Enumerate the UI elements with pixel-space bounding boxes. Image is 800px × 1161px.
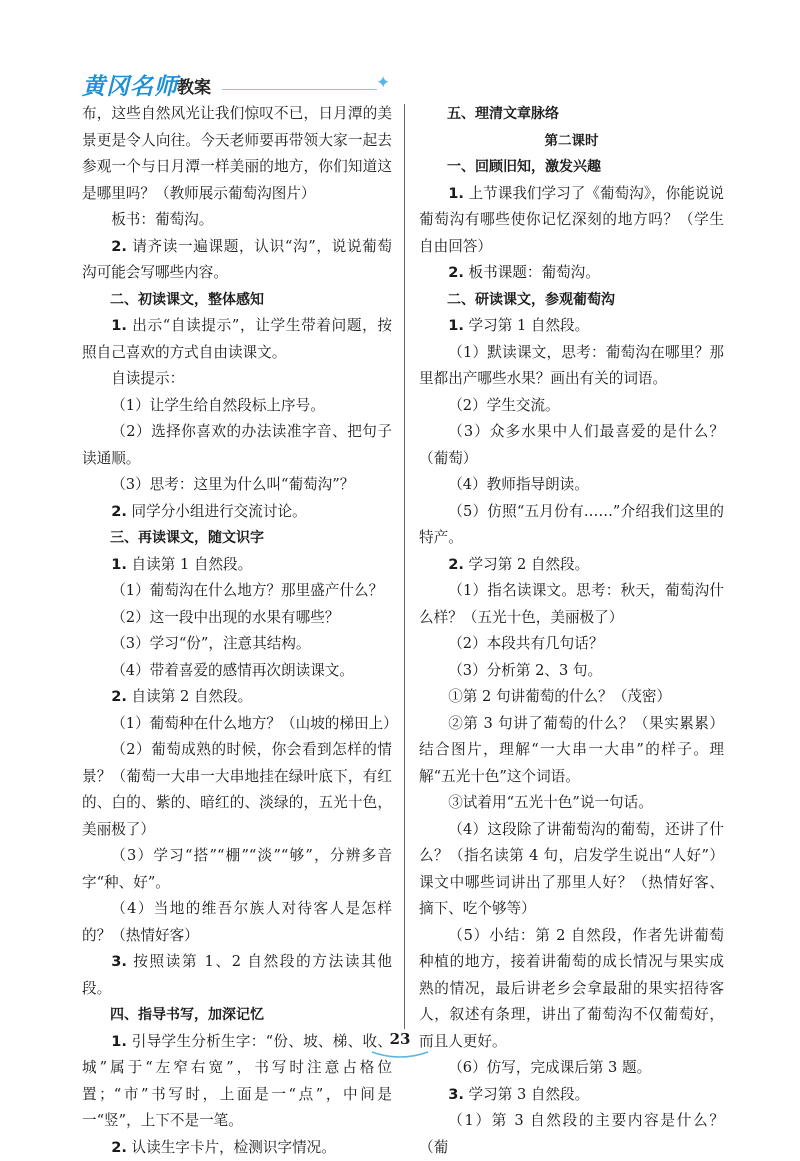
paragraph: （4）带着喜爱的感情再次朗读课文。 — [82, 658, 392, 685]
paragraph: （3）众多水果中人们最喜爱的是什么？（葡萄） — [419, 419, 724, 472]
item-text: 学习第 3 自然段。 — [464, 1086, 589, 1103]
numbered-paragraph — [82, 313, 392, 366]
item-number: 3. — [448, 1086, 464, 1103]
item-text: 认读生字卡片，检测识字情况。 — [127, 1139, 336, 1156]
header-rule — [222, 89, 377, 90]
numbered-paragraph — [419, 181, 724, 261]
numbered-paragraph — [419, 1082, 724, 1109]
section-heading: 二、研读课文，参观葡萄沟 — [419, 287, 724, 314]
paragraph: （2）葡萄成熟的时候，你会看到怎样的情景？（葡萄一大串一大串地挂在绿叶底下，有红的、白的、紫的、暗红的、淡绿的，五光十色，美丽极了） — [82, 737, 392, 843]
paragraph: （1）葡萄种在什么地方？（山坡的梯田上） — [82, 711, 392, 738]
paragraph: （1）默读课文，思考：葡萄沟在哪里？那里都出产哪些水果？画出有关的词语。 — [419, 340, 724, 393]
paragraph: （5）小结：第 2 自然段，作者先讲葡萄种植的地方，接着讲葡萄的成长情况与果实成熟的情况，最后讲老乡会拿最甜的果实招待客人，叙述有条理，讲出了葡萄沟不仅葡萄好，而且人更好。 — [419, 923, 724, 1056]
paragraph: （1）葡萄沟在什么地方？那里盛产什么？ — [82, 578, 392, 605]
right-column — [419, 101, 724, 1161]
numbered-paragraph — [419, 260, 724, 287]
item-text: 自读第 1 自然段。 — [127, 556, 252, 573]
item-number: 3. — [111, 953, 127, 970]
item-number: 1. — [448, 185, 464, 202]
paragraph: ②第 3 句讲了葡萄的什么？（果实累累）结合图片，理解“一大串一大串”的样子。理解“五光十色”这个词语。 — [419, 711, 724, 791]
item-text: 同学分小组进行交流讨论。 — [127, 503, 307, 520]
section-heading: 二、初读课文，整体感知 — [82, 287, 392, 314]
item-text: 引导学生分析生字：“份、坡、梯、收、城”属于“左窄右宽”，书写时注意占格位置；“市”书写时，上面是一“点”，中间是一“竖”，上下不是一笔。 — [82, 1033, 392, 1130]
paragraph: （3）学习“搭”“棚”“淡”“够”，分辨多音字“种、好”。 — [82, 843, 392, 896]
paragraph: （4）这段除了讲葡萄沟的葡萄，还讲了什么？（指名读第 4 句，启发学生说出“人好”）课文中哪些词讲出了那里人好？（热情好客、摘下、吃个够等） — [419, 817, 724, 923]
paragraph: （2）这一段中出现的水果有哪些？ — [82, 605, 392, 632]
item-number: 1. — [448, 317, 464, 334]
page-number: 23 — [0, 1030, 800, 1048]
left-column — [82, 101, 392, 1161]
item-number: 2. — [111, 503, 127, 520]
numbered-paragraph — [419, 313, 724, 340]
item-text: 上节课我们学习了《葡萄沟》，你能说说葡萄沟有哪些使你记忆深刻的地方吗？（学生自由回答） — [419, 185, 724, 255]
section-heading: 三、再读课文，随文识字 — [82, 525, 392, 552]
numbered-paragraph — [82, 684, 392, 711]
paragraph: ①第 2 句讲葡萄的什么？（茂密） — [419, 684, 724, 711]
section-heading: 四、指导书写，加深记忆 — [82, 1002, 392, 1029]
item-number: 2. — [448, 264, 464, 281]
paragraph: （1）第 3 自然段的主要内容是什么？（葡 — [419, 1108, 724, 1161]
paragraph: （4）当地的维吾尔族人对待客人是怎样的？（热情好客） — [82, 896, 392, 949]
item-text: 自读第 2 自然段。 — [127, 688, 252, 705]
paragraph: 板书：葡萄沟。 — [82, 207, 392, 234]
item-number: 1. — [111, 317, 127, 334]
item-text: 学习第 2 自然段。 — [464, 556, 589, 573]
sparkle-icon: ✦ — [376, 75, 390, 92]
paragraph: （3）思考：这里为什么叫“葡萄沟”？ — [82, 472, 392, 499]
brand-logo: 黄冈名师 — [82, 68, 178, 101]
item-number: 2. — [111, 238, 127, 255]
item-text: 板书课题：葡萄沟。 — [464, 264, 600, 281]
item-text: 出示“自读提示”，让学生带着问题，按照自己喜欢的方式自由读课文。 — [82, 317, 392, 361]
paragraph: （3）学习“份”，注意其结构。 — [82, 631, 392, 658]
numbered-paragraph — [82, 234, 392, 287]
lesson-heading: 第二课时 — [419, 128, 724, 155]
page-header — [82, 66, 722, 102]
item-text: 学习第 1 自然段。 — [464, 317, 589, 334]
paragraph: （3）分析第 2、3 句。 — [419, 658, 724, 685]
numbered-paragraph — [82, 949, 392, 1002]
page-number-ornament — [370, 1050, 430, 1060]
paragraph: （6）仿写，完成课后第 3 题。 — [419, 1055, 724, 1082]
numbered-paragraph — [82, 499, 392, 526]
paragraph: 自读提示： — [82, 366, 392, 393]
numbered-paragraph — [419, 552, 724, 579]
numbered-paragraph — [82, 552, 392, 579]
item-number: 1. — [111, 556, 127, 573]
paragraph: （2）本段共有几句话？ — [419, 631, 724, 658]
paragraph: （1）指名读课文。思考：秋天，葡萄沟什么样？（五光十色，美丽极了） — [419, 578, 724, 631]
item-number: 2. — [111, 1139, 127, 1156]
continued-paragraph: 布，这些自然风光让我们惊叹不已，日月潭的美景更是令人向往。今天老师要再带领大家一起去参观一个与日月潭一样美丽的地方，你们知道这是哪里吗？（教师展示葡萄沟图片） — [82, 101, 392, 207]
item-text: 按照读第 1、2 自然段的方法读其他段。 — [82, 953, 392, 997]
section-heading: 五、理清文章脉络 — [419, 101, 724, 128]
item-number: 2. — [111, 688, 127, 705]
paragraph: （5）仿照“五月份有……”介绍我们这里的特产。 — [419, 499, 724, 552]
item-number: 1. — [111, 1033, 127, 1050]
brand-subtitle: 教案 — [177, 73, 211, 98]
item-number: 2. — [448, 556, 464, 573]
column-divider — [404, 104, 405, 1029]
paragraph: （2）选择你喜欢的办法读准字音、把句子读通顺。 — [82, 419, 392, 472]
paragraph: （1）让学生给自然段标上序号。 — [82, 393, 392, 420]
section-heading: 一、回顾旧知，激发兴趣 — [419, 154, 724, 181]
paragraph: ③试着用“五光十色”说一句话。 — [419, 790, 724, 817]
item-text: 请齐读一遍课题，认识“沟”，说说葡萄沟可能会写哪些内容。 — [82, 238, 392, 282]
numbered-paragraph — [82, 1135, 392, 1161]
paragraph: （4）教师指导朗读。 — [419, 472, 724, 499]
paragraph: （2）学生交流。 — [419, 393, 724, 420]
